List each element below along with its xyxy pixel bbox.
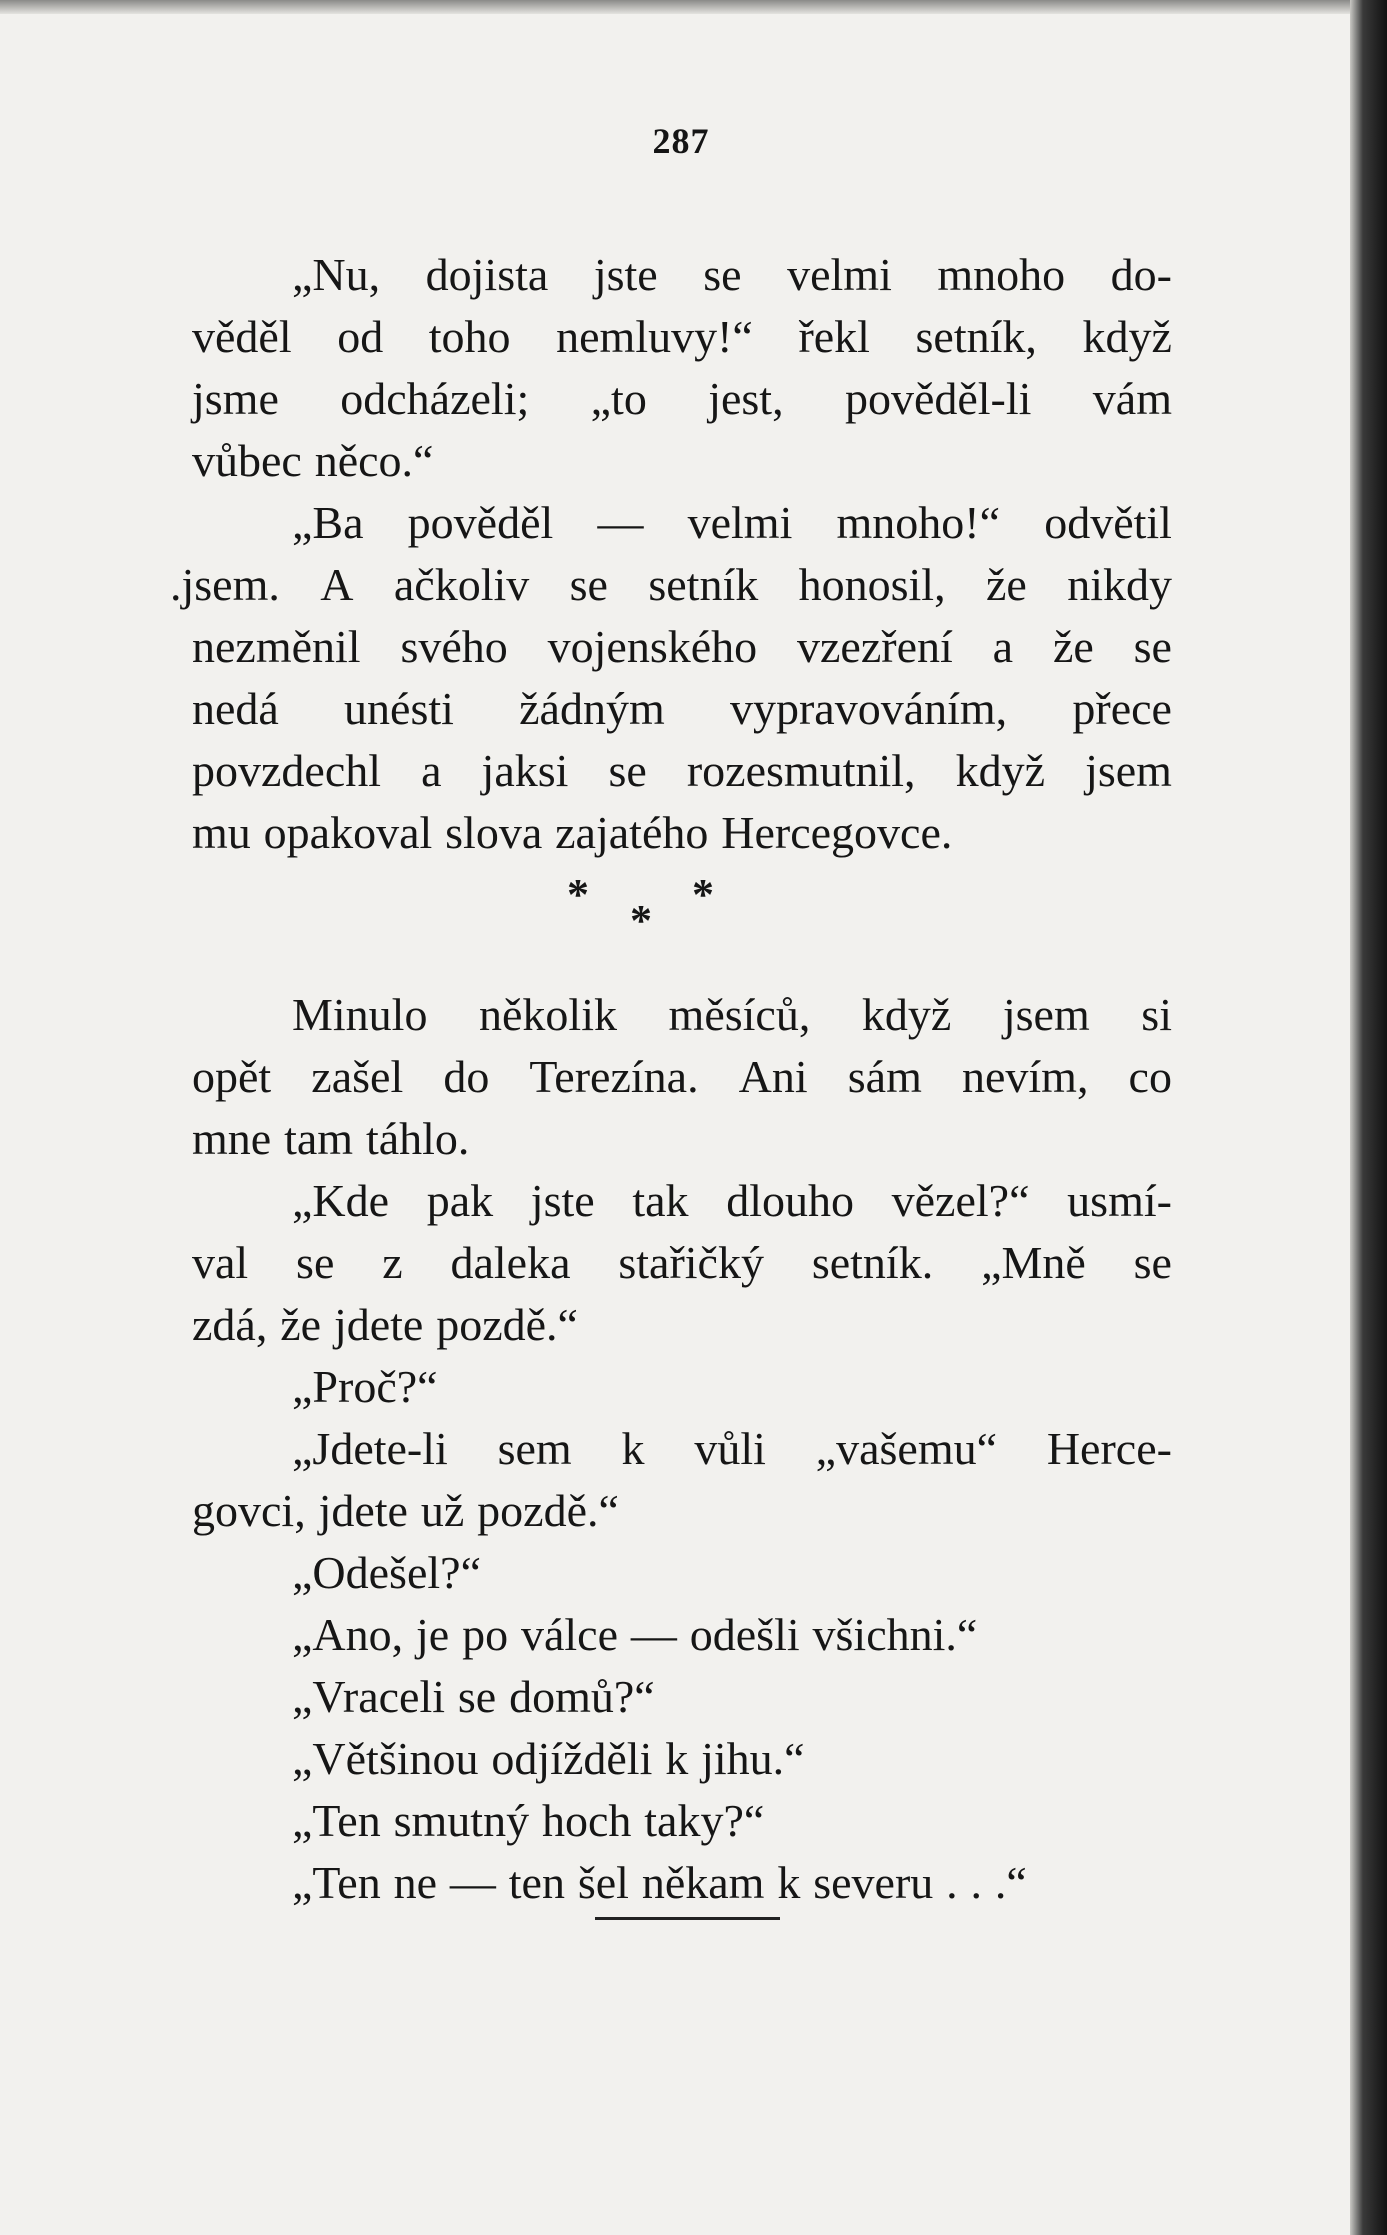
text-line: val se z daleka stařičký setník. „Mně se: [192, 1237, 1172, 1288]
end-rule: [595, 1917, 780, 1920]
text-line: „Kde pak jste tak dlouho vězel?“ usmí-: [292, 1175, 1172, 1226]
section-break-star-middle: *: [630, 896, 652, 945]
text-line: mu opakoval slova zajatého Hercegovce.: [192, 807, 953, 858]
text-section-before-break: [170, 244, 1172, 864]
text-line: vůbec něco.“: [192, 435, 434, 486]
text-line: povzdechl a jaksi se rozesmutnil, když jsem: [192, 745, 1172, 796]
text-line: Minulo několik měsíců, když jsem si: [292, 989, 1172, 1040]
text-line: .jsem. A ačkoliv se setník honosil, že nikdy: [170, 559, 1172, 610]
book-spine-edge: [1350, 0, 1387, 2235]
text-line: mne tam táhlo.: [192, 1113, 470, 1164]
text-line: „Většinou odjížděli k jihu.“: [292, 1733, 805, 1784]
text-line: jsme odcházeli; „to jest, pověděl-li vám: [192, 373, 1172, 424]
text-line: „Odešel?“: [292, 1547, 481, 1598]
text-line: opět zašel do Terezína. Ani sám nevím, co: [192, 1051, 1172, 1102]
section-break: [192, 864, 1172, 984]
text-line: nezměnil svého vojenského vzezření a že se: [192, 621, 1172, 672]
text-line: nedá unésti žádným vypravováním, přece: [192, 683, 1172, 734]
page-top-edge: [0, 0, 1362, 14]
text-line: „Proč?“: [292, 1361, 438, 1412]
text-line: zdá, že jdete pozdě.“: [192, 1299, 578, 1350]
page-text: [170, 244, 1172, 1914]
text-line: „Ba pověděl — velmi mnoho!“ odvětil: [292, 497, 1172, 548]
section-break-star-left: *: [567, 870, 589, 919]
section-break-star-right: *: [692, 870, 714, 919]
text-line: govci, jdete už pozdě.“: [192, 1485, 619, 1536]
text-line: věděl od toho nemluvy!“ řekl setník, když: [192, 311, 1172, 362]
text-line: „Ano, je po válce — odešli všichni.“: [292, 1609, 978, 1660]
text-line: „Ten ne — ten šel někam k severu . . .“: [292, 1857, 1027, 1908]
text-line: „Ten smutný hoch taky?“: [292, 1795, 765, 1846]
text-line: „Vraceli se domů?“: [292, 1671, 655, 1722]
text-line: „Jdete-li sem k vůli „vašemu“ Herce-: [292, 1423, 1172, 1474]
page-number: 287: [652, 121, 710, 161]
text-line: „Nu, dojista jste se velmi mnoho do-: [292, 249, 1172, 300]
text-section-after-break: [192, 984, 1172, 1914]
